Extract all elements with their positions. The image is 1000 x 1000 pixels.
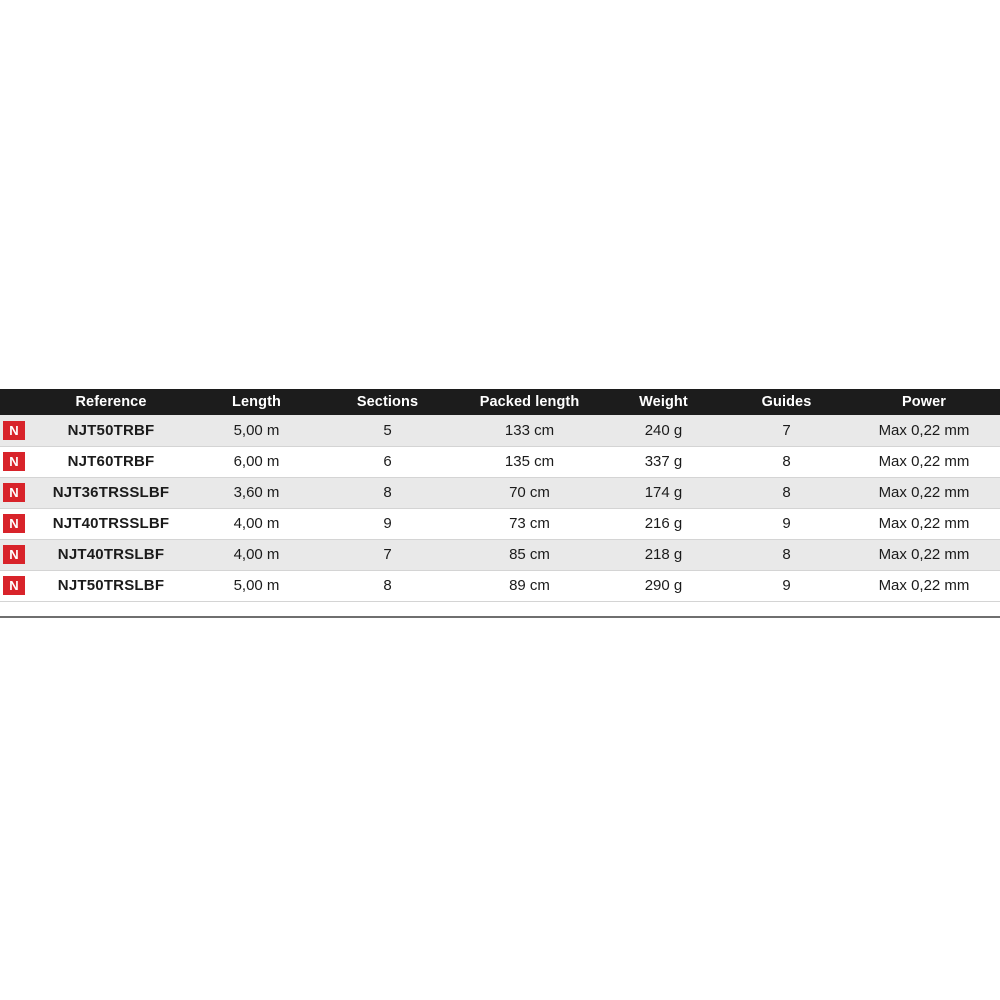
table-row bbox=[0, 477, 1000, 508]
cell-reference: NJT40TRSLBF bbox=[27, 539, 195, 570]
row-badge-cell bbox=[0, 415, 27, 446]
cell-power: Max 0,22 mm bbox=[848, 446, 1000, 477]
column-header-length: Length bbox=[195, 389, 318, 415]
new-badge-icon: N bbox=[3, 576, 25, 595]
column-header-reference: Reference bbox=[27, 389, 195, 415]
column-header-guides: Guides bbox=[725, 389, 848, 415]
cell-guides: 9 bbox=[725, 508, 848, 539]
cell-power: Max 0,22 mm bbox=[848, 539, 1000, 570]
cell-weight: 216 g bbox=[602, 508, 725, 539]
row-badge-cell bbox=[0, 508, 27, 539]
cell-guides: 8 bbox=[725, 477, 848, 508]
cell-guides: 9 bbox=[725, 570, 848, 601]
column-header-power: Power bbox=[848, 389, 1000, 415]
cell-reference: NJT50TRSLBF bbox=[27, 570, 195, 601]
cell-packed-length: 73 cm bbox=[457, 508, 602, 539]
cell-sections: 8 bbox=[318, 570, 457, 601]
column-header-sections: Sections bbox=[318, 389, 457, 415]
cell-power: Max 0,22 mm bbox=[848, 570, 1000, 601]
row-badge-cell bbox=[0, 446, 27, 477]
new-badge-icon: N bbox=[3, 483, 25, 502]
cell-sections: 6 bbox=[318, 446, 457, 477]
cell-guides: 7 bbox=[725, 415, 848, 446]
new-badge-icon: N bbox=[3, 545, 25, 564]
cell-reference: NJT60TRBF bbox=[27, 446, 195, 477]
table-row bbox=[0, 570, 1000, 601]
cell-packed-length: 85 cm bbox=[457, 539, 602, 570]
cell-sections: 5 bbox=[318, 415, 457, 446]
column-header-packed-length: Packed length bbox=[457, 389, 602, 415]
new-badge-icon: N bbox=[3, 514, 25, 533]
cell-length: 6,00 m bbox=[195, 446, 318, 477]
cell-power: Max 0,22 mm bbox=[848, 477, 1000, 508]
cell-reference: NJT40TRSSLBF bbox=[27, 508, 195, 539]
row-badge-cell bbox=[0, 477, 27, 508]
table-header bbox=[0, 389, 1000, 415]
cell-packed-length: 133 cm bbox=[457, 415, 602, 446]
table-body bbox=[0, 415, 1000, 601]
cell-sections: 9 bbox=[318, 508, 457, 539]
cell-length: 3,60 m bbox=[195, 477, 318, 508]
cell-sections: 8 bbox=[318, 477, 457, 508]
cell-guides: 8 bbox=[725, 446, 848, 477]
cell-weight: 337 g bbox=[602, 446, 725, 477]
table-row bbox=[0, 508, 1000, 539]
cell-packed-length: 89 cm bbox=[457, 570, 602, 601]
cell-length: 4,00 m bbox=[195, 539, 318, 570]
cell-length: 4,00 m bbox=[195, 508, 318, 539]
new-badge-icon: N bbox=[3, 421, 25, 440]
specification-table-container bbox=[0, 389, 1000, 602]
cell-guides: 8 bbox=[725, 539, 848, 570]
table-row bbox=[0, 446, 1000, 477]
cell-length: 5,00 m bbox=[195, 415, 318, 446]
cell-weight: 218 g bbox=[602, 539, 725, 570]
cell-sections: 7 bbox=[318, 539, 457, 570]
table-row bbox=[0, 415, 1000, 446]
row-badge-cell bbox=[0, 539, 27, 570]
column-header-weight: Weight bbox=[602, 389, 725, 415]
cell-weight: 240 g bbox=[602, 415, 725, 446]
specification-table bbox=[0, 389, 1000, 602]
cell-packed-length: 70 cm bbox=[457, 477, 602, 508]
cell-power: Max 0,22 mm bbox=[848, 415, 1000, 446]
table-header-row bbox=[0, 389, 1000, 415]
table-bottom-divider bbox=[0, 616, 1000, 618]
cell-length: 5,00 m bbox=[195, 570, 318, 601]
cell-reference: NJT36TRSSLBF bbox=[27, 477, 195, 508]
table-row bbox=[0, 539, 1000, 570]
cell-power: Max 0,22 mm bbox=[848, 508, 1000, 539]
row-badge-cell bbox=[0, 570, 27, 601]
cell-weight: 290 g bbox=[602, 570, 725, 601]
column-header-badge bbox=[0, 389, 27, 415]
cell-packed-length: 135 cm bbox=[457, 446, 602, 477]
cell-reference: NJT50TRBF bbox=[27, 415, 195, 446]
new-badge-icon: N bbox=[3, 452, 25, 471]
cell-weight: 174 g bbox=[602, 477, 725, 508]
